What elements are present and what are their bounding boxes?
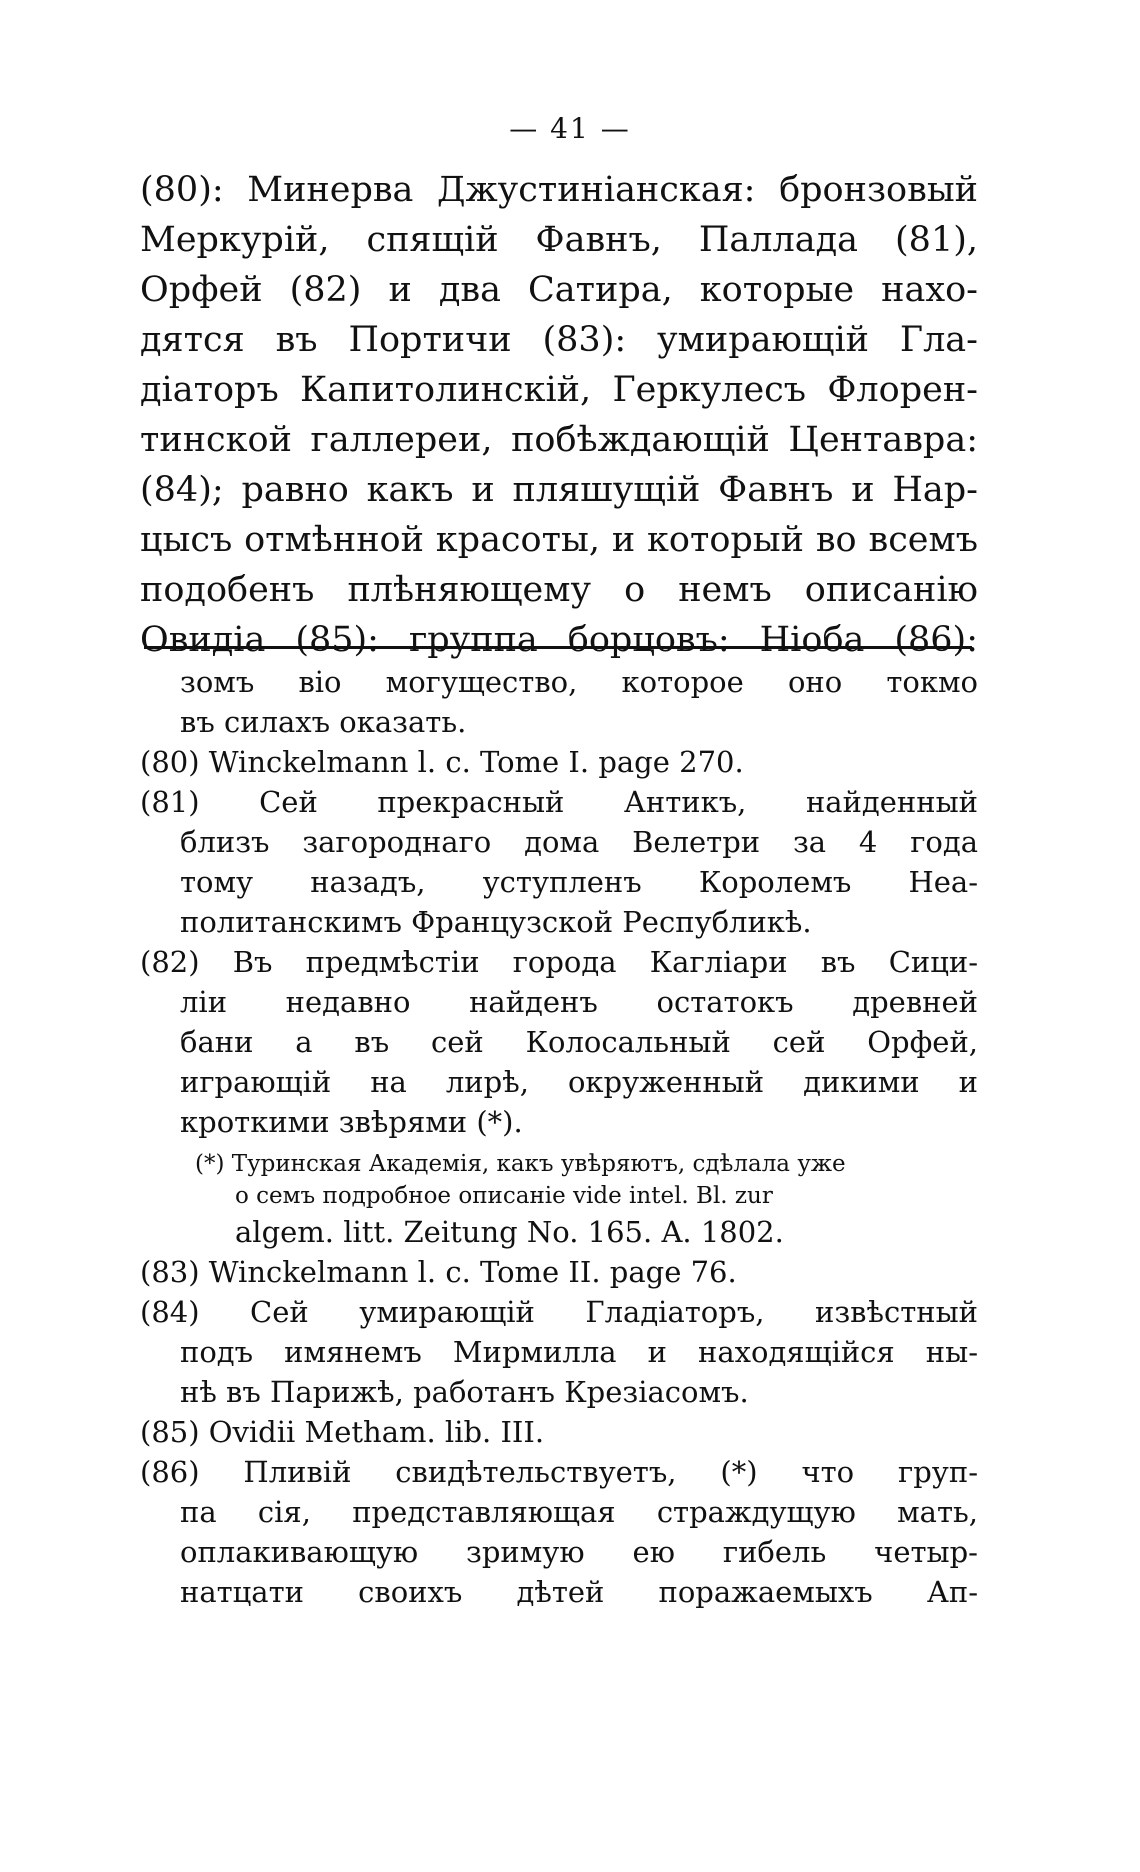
footnote-84-line: нѣ въ Парижѣ, работанъ Крезіасомъ.	[180, 1375, 749, 1409]
subnote-continuation: algem. litt. Zeitung No. 165. A. 1802.	[235, 1215, 784, 1249]
main-line: Овидіа (85): группа борцовъ: Ніоба (86):	[140, 620, 978, 660]
footnote-divider	[144, 646, 972, 649]
footnote-86-line: оплакивающую зримую ею гибель четыр-	[180, 1535, 978, 1569]
footnote-82-line: бани а въ сей Колосальный сей Орфей,	[180, 1025, 978, 1059]
main-line: цысъ отмѣнной красоты, и который во всемъ	[140, 520, 978, 560]
footnote-81-line: близъ загороднаго дома Велетри за 4 года	[180, 825, 978, 859]
footnote-81-line: политанскимъ Французской Республикѣ.	[180, 905, 812, 939]
subnote-line: (*) Туринская Академія, какъ увѣряютъ, сдѣлала уже	[195, 1151, 846, 1177]
footnote-81-line: тому назадъ, уступленъ Королемъ Неа-	[180, 865, 978, 899]
main-line: Орфей (82) и два Сатира, которые нахо-	[140, 270, 978, 310]
page-number: — 41 —	[509, 112, 631, 145]
footnote-83: (83) Winckelmann l. c. Tome II. page 76.	[140, 1255, 737, 1289]
footnote-86-line: натцати своихъ дѣтей поражаемыхъ Ап-	[180, 1575, 978, 1609]
footnote-82-line: кроткими звѣрями (*).	[180, 1105, 523, 1139]
main-line: подобенъ плѣняющему о немъ описанію	[140, 570, 978, 610]
footnote-82-line: ліи недавно найденъ остатокъ древней	[180, 985, 978, 1019]
footnote-81-line: (81) Сей прекрасный Антикъ, найденный	[140, 785, 978, 819]
footnotes	[140, 662, 978, 1612]
main-line: дятся въ Портичи (83): умирающій Гла-	[140, 320, 978, 360]
footnote-82-line: (82) Въ предмѣстіи города Кагліари въ Сици-	[140, 945, 978, 979]
footnote-continuation-line: въ силахъ оказать.	[180, 705, 467, 739]
footnote-85: (85) Ovidii Metham. lib. III.	[140, 1415, 545, 1449]
footnote-86-line: па сія, представляющая страждущую мать,	[180, 1495, 978, 1529]
main-line: Меркурій, спящій Фавнъ, Паллада (81),	[140, 220, 978, 260]
footnote-84-line: подъ имянемъ Мирмилла и находящійся ны-	[180, 1335, 978, 1369]
main-line: (80): Минерва Джустиніанская: бронзовый	[140, 170, 978, 210]
subnote-line: о семъ подробное описаніе vide intel. Bl. zur	[235, 1183, 773, 1209]
main-line: діаторъ Капитолинскій, Геркулесъ Флорен-	[140, 370, 978, 410]
main-line: тинской галлереи, побѣждающій Центавра:	[140, 420, 978, 460]
footnote-80: (80) Winckelmann l. c. Tome I. page 270.	[140, 745, 744, 779]
footnote-84-line: (84) Сей умирающій Гладіаторъ, извѣстный	[140, 1295, 978, 1329]
subnote	[140, 1148, 978, 1212]
main-line: (84); равно какъ и пляшущій Фавнъ и Нар-	[140, 470, 978, 510]
footnote-86-line: (86) Пливій свидѣтельствуетъ, (*) что груп-	[140, 1455, 978, 1489]
main-text	[140, 165, 978, 665]
footnote-continuation-line: зомъ віо могущество, которое оно токмо	[180, 665, 978, 699]
footnote-82-line: играющій на лирѣ, окруженный дикими и	[180, 1065, 978, 1099]
